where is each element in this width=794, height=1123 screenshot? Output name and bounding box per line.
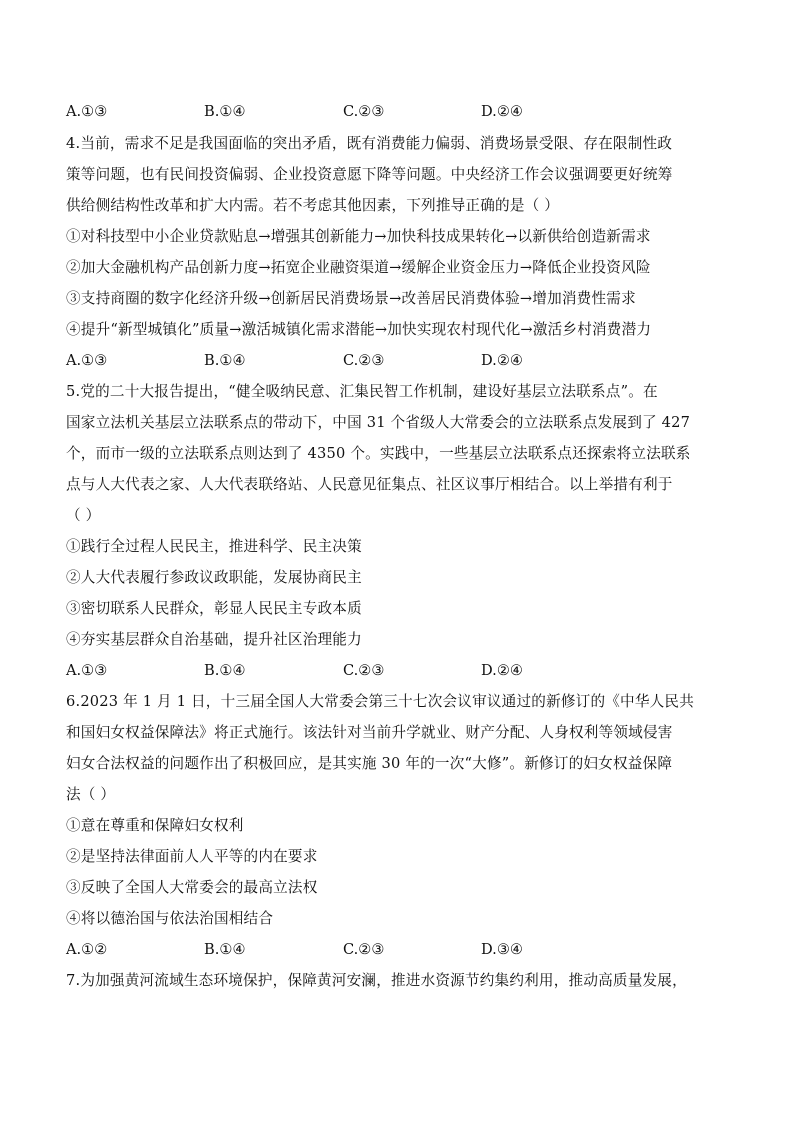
q5-options — [66, 661, 730, 681]
q6-option-b: B.①④ — [204, 941, 246, 958]
q5-item-4: ④夯实基层群众自治基础，提升社区治理能力 — [66, 631, 362, 648]
q6-options — [66, 940, 730, 960]
q4-item-4: ④提升“新型城镇化”质量→激活城镇化需求潜能→加快实现农村现代化→激活乡村消费潜力 — [66, 321, 652, 338]
q4-options — [66, 351, 730, 371]
q3-option-d: D.②④ — [481, 103, 523, 120]
q5-option-a: A.①③ — [66, 662, 108, 679]
q4-option-c: C.②③ — [343, 352, 385, 369]
q5-item-2: ②人大代表履行参政议政职能，发展协商民主 — [66, 569, 362, 586]
q4-option-a: A.①③ — [66, 352, 108, 369]
q5-item-1: ①践行全过程人民民主，推进科学、民主决策 — [66, 538, 362, 555]
q5-stem-line: 个，而市一级的立法联系点则达到了 4350 个。实践中，一些基层立法联系点还探索将立法联系 — [66, 445, 691, 462]
q3-options — [66, 102, 730, 122]
q6-item-4: ④将以德治国与依法治国相结合 — [66, 910, 274, 927]
q6-item-2: ②是坚持法律面前人人平等的内在要求 — [66, 848, 318, 865]
q3-option-b: B.①④ — [204, 103, 246, 120]
q5-stem-line: 5.党的二十大报告提出，“健全吸纳民意、汇集民智工作机制，建设好基层立法联系点”。在 — [66, 383, 658, 400]
q6-stem-line: 和国妇女权益保障法》将正式施行。该法针对当前升学就业、财产分配、人身权利等领域侵害 — [66, 724, 673, 741]
q5-option-d: D.②④ — [481, 662, 523, 679]
q6-option-d: D.③④ — [481, 941, 523, 958]
q4-stem-line: 策等问题，也有民间投资偏弱、企业投资意愿下降等问题。中央经济工作会议强调要更好统筹 — [66, 166, 673, 183]
q6-stem-line: 6.2023 年 1 月 1 日，十三届全国人大常委会第三十七次会议审议通过的新修订的《中华人民共 — [66, 693, 695, 710]
q6-item-1: ①意在尊重和保障妇女权利 — [66, 817, 244, 834]
q4-option-b: B.①④ — [204, 352, 246, 369]
q5-option-c: C.②③ — [343, 662, 385, 679]
q7-stem-line: 7.为加强黄河流域生态环境保护，保障黄河安澜，推进水资源节约集约利用，推动高质量发展， — [66, 972, 687, 989]
q5-item-3: ③密切联系人民群众，彰显人民民主专政本质 — [66, 600, 362, 617]
q6-option-a: A.①② — [66, 941, 108, 958]
q4-item-1: ①对科技型中小企业贷款贴息→增强其创新能力→加快科技成果转化→以新供给创造新需求 — [66, 228, 651, 245]
q5-option-b: B.①④ — [204, 662, 246, 679]
q6-stem-line: 妇女合法权益的问题作出了积极回应，是其实施 30 年的一次“大修”。新修订的妇女权益保障 — [66, 755, 673, 772]
q4-stem-line: 4.当前，需求不足是我国面临的突出矛盾，既有消费能力偏弱、消费场景受限、存在限制性政 — [66, 135, 673, 152]
q5-stem-line: 点与人大代表之家、人大代表联络站、人民意见征集点、社区议事厅相结合。以上举措有利于 — [66, 476, 673, 493]
q4-option-d: D.②④ — [481, 352, 523, 369]
q3-option-c: C.②③ — [343, 103, 385, 120]
q5-stem-line: （ ） — [66, 507, 101, 524]
q5-stem-line: 国家立法机关基层立法联系点的带动下，中国 31 个省级人大常委会的立法联系点发展到了 427 — [66, 414, 691, 431]
q6-item-3: ③反映了全国人大常委会的最高立法权 — [66, 879, 318, 896]
q4-item-2: ②加大金融机构产品创新力度→拓宽企业融资渠道→缓解企业资金压力→降低企业投资风险 — [66, 259, 651, 276]
q4-stem-line: 供给侧结构性改革和扩大内需。若不考虑其他因素，下列推导正确的是（ ） — [66, 197, 560, 214]
q6-stem-line: 法（ ） — [66, 786, 116, 803]
q3-option-a: A.①③ — [66, 103, 108, 120]
q6-option-c: C.②③ — [343, 941, 385, 958]
q4-item-3: ③支持商圈的数字化经济升级→创新居民消费场景→改善居民消费体验→增加消费性需求 — [66, 290, 636, 307]
